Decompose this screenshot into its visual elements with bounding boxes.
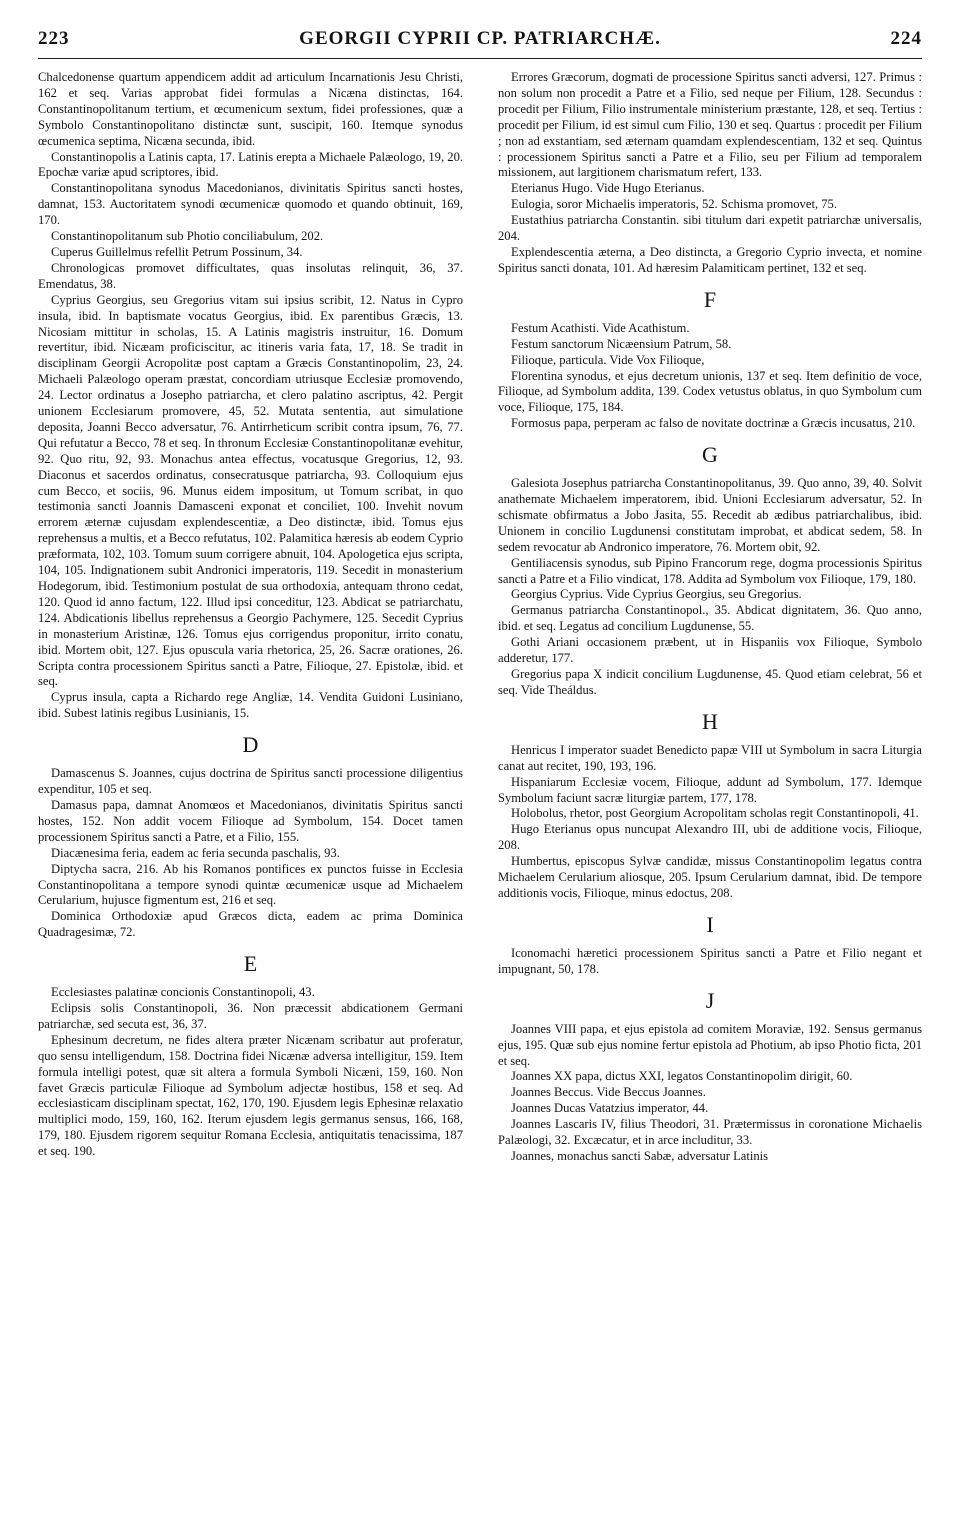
index-entry: Damascenus S. Joannes, cujus doctrina de Spiritus sancti processione diligentius expenditur, 105 et seq. <box>38 766 463 797</box>
section-letter-j: J <box>705 987 715 1013</box>
index-entry: Cyprus insula, capta a Richardo rege Angliæ, 14. Vendita Guidoni Lusiniano, ibid. Subest latinis regibus Lusinianis, 15. <box>38 690 463 721</box>
section-letter-f: F <box>703 286 717 312</box>
index-entry: Eterianus Hugo. Vide Hugo Eterianus. <box>511 181 705 196</box>
page-number-right: 224 <box>890 28 922 49</box>
index-entry: Cuperus Guillelmus refellit Petrum Possinum, 34. <box>51 244 303 259</box>
index-entry: Ecclesiastes palatinæ concionis Constantinopoli, 43. <box>51 985 315 1000</box>
index-entry: Ephesinum decretum, ne fides altera præter Nicænam scribatur aut proferatur, quo sensu intelligendum, 158. Doctrina fidei Nicænæ adversa intelligitur, 159. Item formula intelligi potest, quæ sit altera a formula Symboli Nicæni, 159, 160. Non favet Græcis particulæ Filioque ad Symbolum adjectæ hostibus, 158 et seq. Ad ecclesiasticam disciplinam spectat, 162, 170, 190. Ejusdem legis Ephesinæ relaxatio multiplici modo, 159, 160, 162. Iterum ejusdem legis germanus sensus, 166, 168, 179, 180. Ejusdem rigorem sequitur Romana Ecclesia, antiquitatis tenacissima, 187 et seq. 190. <box>38 1032 463 1159</box>
index-entry: Joannes VIII papa, et ejus epistola ad comitem Moraviæ, 192. Sensus germanus ejus, 195. Quæ sub ejus nomine fertur epistola ad Photium, ab ipso Photio ficta, 201 et seq. <box>498 1021 922 1068</box>
index-entry: Formosus papa, perperam ac falso de novitate doctrinæ a Græcis incusatus, 210. <box>511 416 916 431</box>
page-number-left: 223 <box>38 28 70 49</box>
index-column-right <box>498 70 922 1165</box>
index-entry: Holobolus, rhetor, post Georgium Acropolitam scholas regit Constantinopoli, 41. <box>511 806 919 821</box>
index-entry: Diptycha sacra, 216. Ab his Romanos pontifices ex punctos fuisse in Ecclesia Constantinopolitana a tempore synodi quintæ œcumenicæ usque ad Michaelem Cerularium, hujusce figmentum est, 216 et seq. <box>38 861 463 908</box>
index-entry: Eulogia, soror Michaelis imperatoris, 52. Schisma promovet, 75. <box>511 197 837 212</box>
index-entry: Iconomachi hæretici processionem Spiritus sancti a Patre et Filio negant et impugnant, 50, 178. <box>498 945 922 976</box>
index-entry: Chronologicas promovet difficultates, quas insolutas relinquit, 36, 37. Emendatus, 38. <box>38 260 463 291</box>
index-entry: Joannes Beccus. Vide Beccus Joannes. <box>511 1085 706 1100</box>
index-entry: Errores Græcorum, dogmati de processione Spiritus sancti adversi, 127. Primus : non solum non procedit a Patre et a Filio, sed neque per Filium, 128. Secundus : procedit per Filium, Filio instrumentale ministerium præstante, 128, et seq. Tertius : procedit per Filium, id est simul cum Filio, 130 et seq. Quartus : procedit per Filium ; non ad exstantiam, sed æternam quamdam explendescentiam, 132 et seq. Quintus : processionem Spiritus sancti a Patre et a Filio, seu per Filium ad temporalem missionem, aut largitionem charismatum refert, 133. <box>498 70 922 180</box>
index-entry: Filioque, particula. Vide Vox Filioque, <box>511 352 705 367</box>
section-letter-g: G <box>702 442 718 468</box>
index-entry: Germanus patriarcha Constantinopol., 35. Abdicat dignitatem, 36. Quo anno, ibid. et seq. Legatus ad concilium Lugdunense, 55. <box>498 603 922 634</box>
index-entry: Eustathius patriarcha Constantin. sibi titulum dari expetit patriarchæ universalis, 204. <box>498 213 922 244</box>
index-entry: Constantinopolis a Latinis capta, 17. Latinis erepta a Michaele Palæologo, 19, 20. Epochæ variæ apud scriptores, ibid. <box>38 149 464 180</box>
section-letter-d: D <box>242 732 259 758</box>
index-entry: Joannes XX papa, dictus XXI, legatos Constantinopolim dirigit, 60. <box>511 1069 853 1084</box>
index-entry: Humbertus, episcopus Sylvæ candidæ, missus Constantinopolim legatus contra Michaelem Cerularium aliosque, 205. Ipsum Cerularium damnat, ibid. De tempore additionis vocis, Filioque, minus edoctus, 208. <box>498 854 922 900</box>
running-title: GEORGII CYPRII CP. PATRIARCHÆ. <box>299 28 661 49</box>
section-letter-i: I <box>706 911 714 937</box>
index-entry: Constantinopolitana synodus Macedonianos, divinitatis Spiritus sancti hostes, damnat, 153. Auctoritatem synodi œcumenicæ quomodo et quando obtinuit, 169, 170. <box>38 181 463 228</box>
index-entry: Gentiliacensis synodus, sub Pipino Francorum rege, dogma processionis Spiritus sancti a Patre et a Filio vindicat, 178. Addita ad Symbolum vox Filioque, 179, 180. <box>498 555 922 586</box>
index-entry: Festum Acathisti. Vide Acathistum. <box>511 320 690 335</box>
index-entry: Florentina synodus, et ejus decretum unionis, 137 et seq. Item definitio de voce, Filioque, ad Symbolum addita, 139. Codex vetustus oblatus, in quo Symbolum cum voce, Filioque, 175, 184. <box>498 368 922 415</box>
index-entry: Damasus papa, damnat Anomœos et Macedonianos, divinitatis Spiritus sancti hostes, 152. Non addit vocem Filioque ad Symbolum, 154. Docet tamen processionem Spiritus sancti a Patre, et a Filio, 155. <box>38 797 463 844</box>
index-entry: Eclipsis solis Constantinopoli, 36. Non præcessit abdicationem Germani patriarchæ, sed secuta est, 36, 37. <box>38 1001 463 1031</box>
index-entry: Gothi Ariani occasionem præbent, ut in Hispaniis vox Filioque, Symbolo adderetur, 177. <box>498 635 922 666</box>
section-letter-e: E <box>243 951 258 977</box>
index-entry: Cyprius Georgius, seu Gregorius vitam sui ipsius scribit, 12. Natus in Cypro insula, ibid. In baptismate vocatus Georgius, ibid. Ex parentibus Græcis, 13. Nicosiam mittitur in scholas, 15. A Latinis magistris instruitur, 16. Domum revertitur, ibid. Nicæam proficiscitur, ac itineris varia fata, 17, 18. Se tradit in disciplinam Georgii Acropolitæ post captam a Græcis Constantinopolim, 23, 24. Michaeli Palæologo operam præstat, concordiam utriusque Ecclesiæ promovendo, 24. Lector ordinatus a Josepho patriarcha, et clero palatino ascriptus, 42. Pergit unionem Ecclesiarum promovere, 45, 52. Mutata sententia, aut simulatione deposita, Joanni Becco adversatur, 76. Antirrheticum scribit contra ipsum, 76, 77. Qui refutatur a Becco, 78 et seq. In thronum Ecclesiæ Constantinopolitanæ evehitur, 92. Quo ritu, 92, 93. Monachus antea effectus, vocatusque Gregorius, 12, 93. Diaconus et sacerdos ordinatus, consecratusque patriarcha, 93. Colloquium ejus cum Becco, et sociis, 96. Munus eidem impositum, ut Tomum scribat, in quo testimonia sancti Joannis Damasceni exponat et conciliet, 100. Invehit novum errorem æternæ cujusdam explendescentiæ, a Deo distinctæ, ibid. Tomus ejus reprehensus a multis, et a Becco refutatus, 102. Palamitica hæresis ab eodem Cyprio præformata, 102, 103. Tomum suum corrigere abnuit, 104. Apologetica ejus scripta, 104, 105. Indignationem subit Andronici imperatoris, 119. Secedit in monasterium Hodegorum, ibid. Testimonium postulat de sua orthodoxia, antequam throno cedat, 120. Quod id anno factum, 122. Illud ipsi conceditur, 123. Abdicat se patriarchatu, 124. Abdicationis libellus reprehensus a Georgio Pachymere, 125. Secedit Cyprius in monasterium Aristinæ, 126. Tomus ejus corrigendus proponitur, irrito conatu, ibid. Mortem obit, 127. Ejus opuscula varia rhetorica, 25, 26. Sacræ orationes, 26. Scripta contra processionem Spiritus sancti a Patre, Filioque, 27. Epistolæ, ibid. et seq. <box>38 292 463 689</box>
index-entry: Festum sanctorum Nicæensium Patrum, 58. <box>511 336 732 351</box>
index-entry: Georgius Cyprius. Vide Cyprius Georgius, seu Gregorius. <box>511 587 802 602</box>
index-entry: Chalcedonense quartum appendicem addit ad articulum Incarnationis Jesu Christi, 162 et seq. Varias approbat fidei formulas a Nicæna distinctas, 164. Constantinopolitanum tertium, et œcumenicum sextum, fidei professiones, quæ a Symbolo Constantinopolitano distinctæ sunt, suscipit, 160. Itemque synodus œcumenica septima, Nicæna secunda, ibid. <box>38 70 463 148</box>
index-entry: Joannes, monachus sancti Sabæ, adversatur Latinis <box>511 1148 769 1163</box>
index-entry: Hugo Eterianus opus nuncupat Alexandro III, ubi de additione vocis, Filioque, 208. <box>498 822 922 853</box>
index-entry: Gregorius papa X indicit concilium Lugdunense, 45. Quod etiam celebrat, 56 et seq. Vide Theáldus. <box>498 667 922 697</box>
index-entry: Diacænesima feria, eadem ac feria secunda paschalis, 93. <box>51 845 340 860</box>
index-entry: Galesiota Josephus patriarcha Constantinopolitanus, 39. Quo anno, 39, 40. Solvit anathemate Michaelem imperatorem, ibid. Unioni Ecclesiarum adversatur, 52. In schismate obfirmatus a Jobo Jasita, 55. Recedit ab ædibus patriarchalibus, ibid. Unionem in concilio Lugdunensi constitutam improbat, et abdicat sedem, 58. In sedem revocatur ab Andronico imperatore, 76. Mortem obit, 92. <box>498 476 922 554</box>
index-entry: Henricus I imperator suadet Benedicto papæ VIII ut Symbolum in sacra Liturgia canat aut recitet, 190, 193, 196. <box>498 742 922 773</box>
section-letter-h: H <box>702 708 718 734</box>
page-header <box>38 28 922 59</box>
index-entry: Joannes Lascaris IV, filius Theodori, 31. Prætermissus in coronatione Michaelis Palæologi, 32. Excæcatur, et in arce includitur, 33. <box>498 1117 922 1148</box>
index-entry: Constantinopolitanum sub Photio conciliabulum, 202. <box>51 229 324 244</box>
index-entry: Joannes Ducas Vatatzius imperator, 44. <box>511 1101 709 1116</box>
index-entry: Explendescentia æterna, a Deo distincta, a Gregorio Cyprio invecta, et nomine Spiritus sancti donata, 101. Ad hæresim Palamiticam pertinet, 132 et seq. <box>498 244 922 275</box>
index-column-left <box>38 70 463 1160</box>
index-entry: Hispaniarum Ecclesiæ vocem, Filioque, addunt ad Symbolum, 177. Idemque Symbolum faciunt sacræ liturgiæ partem, 177, 178. <box>498 774 922 805</box>
index-entry: Dominica Orthodoxiæ apud Græcos dicta, eadem ac prima Dominica Quadragesimæ, 72. <box>38 909 463 940</box>
